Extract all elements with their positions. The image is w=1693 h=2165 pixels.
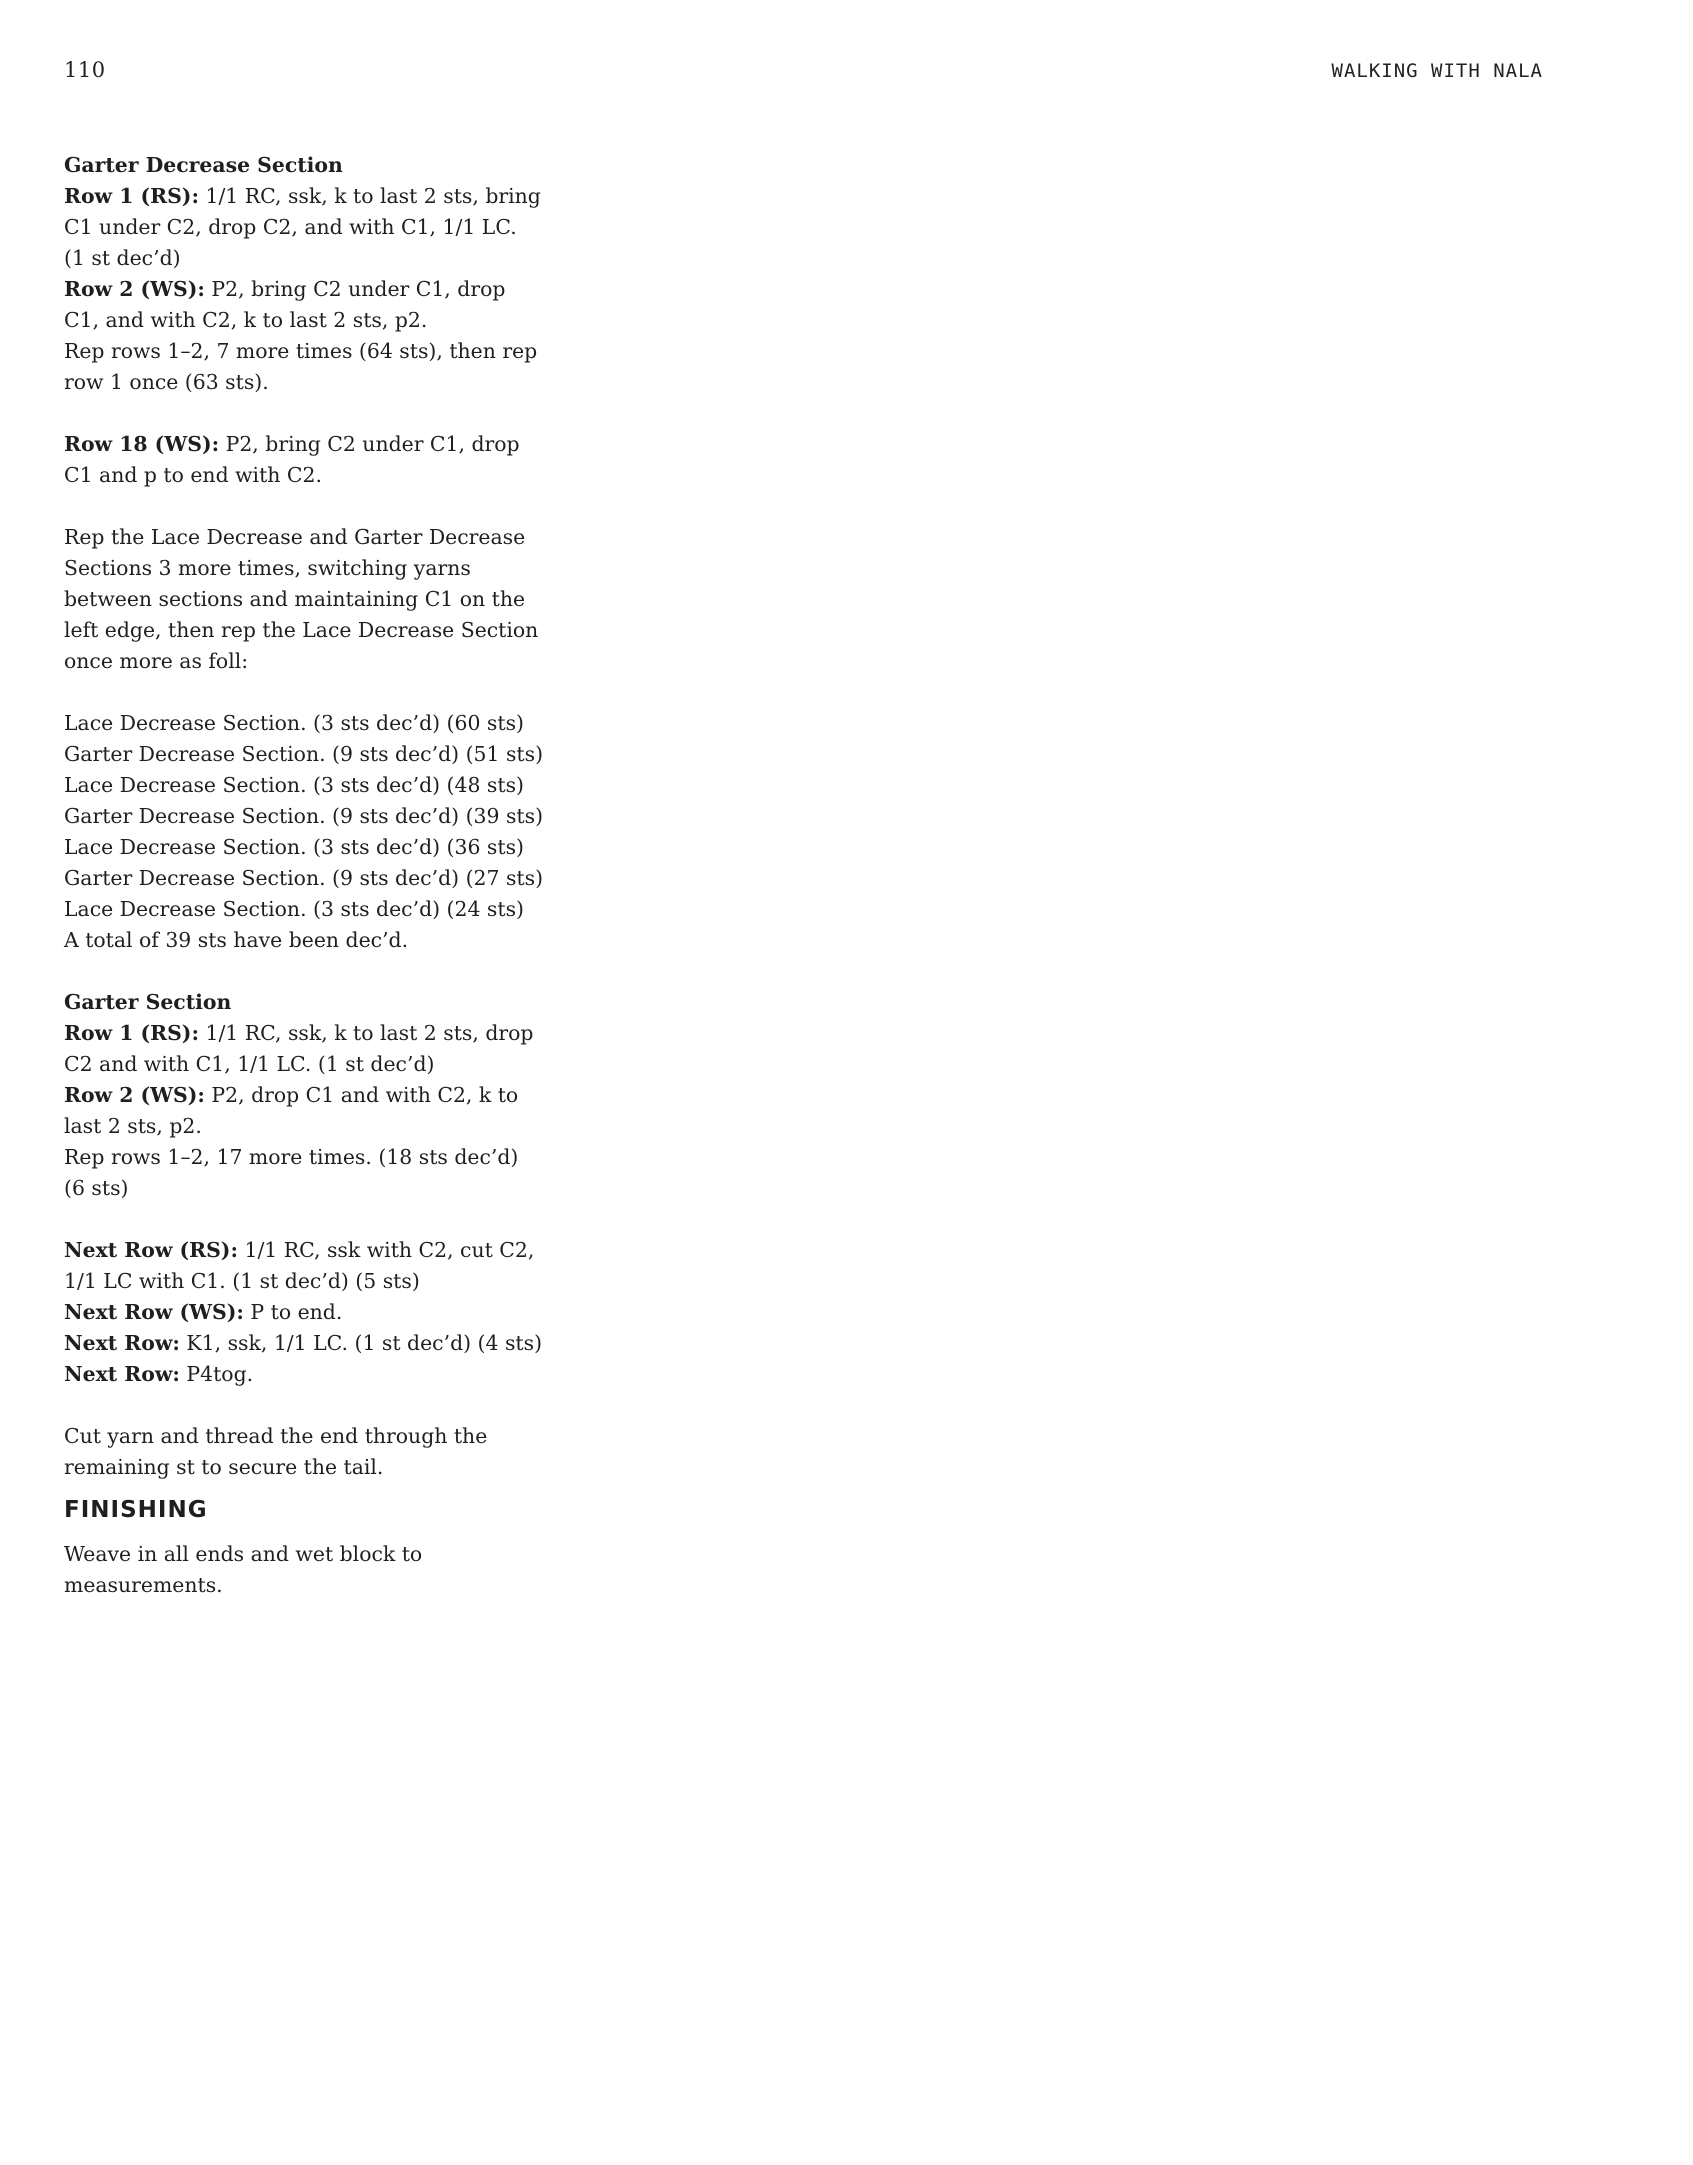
next-row [64,1235,544,1297]
row-text: K1, ssk, 1/1 LC. (1 st dec’d) (4 sts) [179,1331,543,1355]
row-label: Row 2 (WS): [64,1083,205,1107]
garter-section-row1 [64,1018,544,1080]
sequence-line: Garter Decrease Section. (9 sts dec’d) (39 sts) [64,804,544,828]
garter-decrease-row2 [64,274,544,336]
garter-section-repeat: Rep rows 1–2, 17 more times. (18 sts dec’d) (6 sts) [64,1145,519,1200]
sequence-line: Lace Decrease Section. (3 sts dec’d) (48 sts) [64,773,525,797]
row-label: Row 18 (WS): [64,432,220,456]
finishing-heading: FINISHING [64,1497,208,1523]
next-row [64,1328,544,1359]
cut-paragraph: Cut yarn and thread the end through the remaining st to secure the tail. [64,1424,488,1479]
row-text: P2, drop C1 and with C2, k to last 2 sts, p2. [64,1083,519,1138]
row-label: Next Row (RS): [64,1238,238,1262]
row-label: Row 1 (RS): [64,1021,199,1045]
finishing-text: Weave in all ends and wet block to measurements. [64,1542,423,1597]
row-text: 1/1 RC, ssk, k to last 2 sts, drop C2 and with C1, 1/1 LC. (1 st dec’d) [64,1021,534,1076]
sequence-total: A total of 39 sts have been dec’d. [64,928,409,952]
sequence-line: Garter Decrease Section. (9 sts dec’d) (51 sts) [64,742,544,766]
row-text: 1/1 RC, ssk with C2, cut C2, 1/1 LC with C1. (1 st dec’d) (5 sts) [64,1238,535,1293]
sequence-line: Lace Decrease Section. (3 sts dec’d) (60 sts) [64,711,525,735]
row-label: Next Row: [64,1331,180,1355]
row-label: Row 1 (RS): [64,184,199,208]
garter-section-title: Garter Section [64,990,232,1014]
row-text: P2, bring C2 under C1, drop C1 and p to end with C2. [64,432,520,487]
next-row [64,1297,544,1328]
sequence-line: Lace Decrease Section. (3 sts dec’d) (24 sts) [64,897,525,921]
row-text: P2, bring C2 under C1, drop C1, and with C2, k to last 2 sts, p2. [64,277,506,332]
page-number: 110 [64,58,106,82]
rep-paragraph: Rep the Lace Decrease and Garter Decrease Sections 3 more times, switching yarns between sections and maintaining C1 on the left edge, then rep the Lace Decrease Section once more as foll: [64,525,539,673]
sequence-line: Lace Decrease Section. (3 sts dec’d) (36 sts) [64,835,525,859]
garter-section-row2 [64,1080,544,1142]
row18 [64,429,544,491]
garter-decrease-repeat: Rep rows 1–2, 7 more times (64 sts), then rep row 1 once (63 sts). [64,339,538,394]
row-label: Row 2 (WS): [64,277,205,301]
running-head: WALKING WITH NALA [1331,60,1543,82]
next-row [64,1359,544,1390]
row-label: Next Row: [64,1362,180,1386]
garter-decrease-row1 [64,181,544,274]
row-label: Next Row (WS): [64,1300,244,1324]
garter-decrease-title: Garter Decrease Section [64,153,343,177]
row-text: P to end. [243,1300,343,1324]
row-text: 1/1 RC, ssk, k to last 2 sts, bring C1 under C2, drop C2, and with C1, 1/1 LC. (1 st dec’d) [64,184,541,270]
pattern-content [64,150,544,1601]
row-text: P4tog. [179,1362,254,1386]
sequence-line: Garter Decrease Section. (9 sts dec’d) (27 sts) [64,866,544,890]
